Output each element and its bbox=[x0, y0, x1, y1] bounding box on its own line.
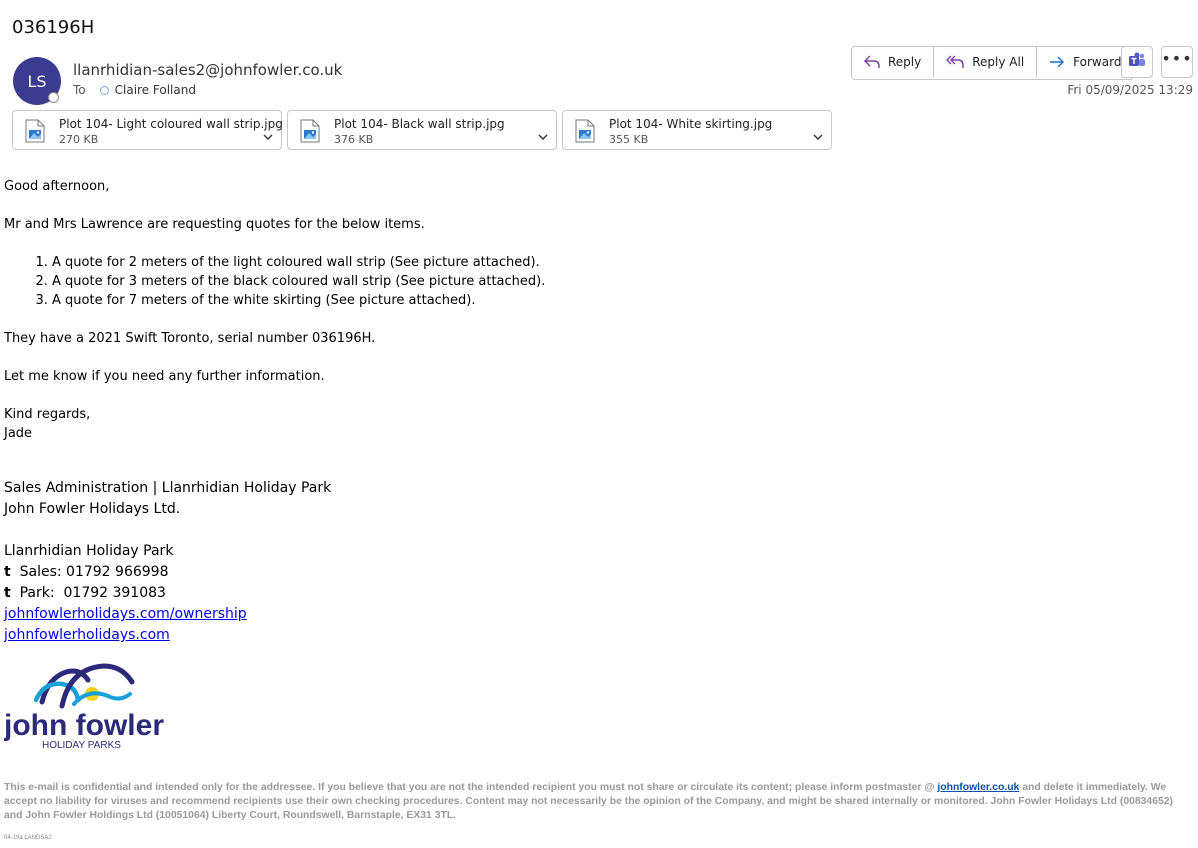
attachment-name: Plot 104- Black wall strip.jpg bbox=[334, 117, 505, 131]
forward-icon bbox=[1049, 56, 1065, 68]
reply-icon bbox=[864, 55, 880, 69]
presence-status-icon bbox=[48, 92, 59, 103]
received-timestamp: Fri 05/09/2025 13:29 bbox=[1067, 83, 1193, 97]
legal-disclaimer bbox=[4, 781, 1192, 823]
attachment-list bbox=[12, 110, 832, 150]
disclaimer-text: This e-mail is confidential and intended only for the addressee. If you believe that you are not the intended recipient you must not share or circulate its content; please inform postmaster @ bbox=[4, 782, 938, 793]
logo-tagline: HOLIDAY PARKS bbox=[42, 740, 121, 751]
message-body bbox=[4, 177, 545, 443]
footer-code: 04-19a LANDSA2 bbox=[4, 835, 52, 841]
attachment-size: 270 KB bbox=[59, 133, 99, 146]
sender-email[interactable]: llanrhidian-sales2@johnfowler.co.uk bbox=[73, 61, 343, 79]
greeting: Good afternoon, bbox=[4, 179, 110, 194]
teams-icon bbox=[1128, 52, 1146, 72]
website-link[interactable]: johnfowlerholidays.com bbox=[4, 627, 170, 643]
list-item: 1. A quote for 2 meters of the light coloured wall strip (See picture attached). bbox=[52, 253, 545, 272]
attachment-size: 376 KB bbox=[334, 133, 374, 146]
chevron-down-icon[interactable] bbox=[263, 126, 273, 145]
attachment-size: 355 KB bbox=[609, 133, 649, 146]
chevron-down-icon[interactable] bbox=[813, 126, 823, 145]
disclaimer-text-end: and delete it immediately. We accept no liability for viruses and recommend recipients use their own checking procedures. Content may not necessarily be the opinion of the Company, and might be shared internally or monitored. John Fowler Holidays Ltd (00834652) and John Fowler Holdings Ltd (10051064) Liberty Court, Roundswell, Barnstaple, EX31 3TL. bbox=[4, 782, 1174, 821]
attachment-card[interactable] bbox=[287, 110, 557, 150]
reply-all-icon bbox=[946, 55, 964, 69]
signature-park: Llanrhidian Holiday Park bbox=[4, 543, 174, 559]
sales-phone: 01792 966998 bbox=[66, 564, 169, 580]
reply-button[interactable] bbox=[852, 47, 934, 77]
list-item: 2. A quote for 3 meters of the black coloured wall strip (See picture attached). bbox=[52, 272, 545, 291]
recipient-name[interactable]: Claire Folland bbox=[114, 83, 196, 97]
followup-text: Let me know if you need any further information. bbox=[4, 369, 325, 384]
signature-company: John Fowler Holidays Ltd. bbox=[4, 501, 181, 517]
attachment-card[interactable] bbox=[562, 110, 832, 150]
more-icon: ••• bbox=[1161, 49, 1193, 68]
john-fowler-logo bbox=[4, 660, 164, 752]
park-phone-line bbox=[4, 583, 331, 604]
attachment-card[interactable] bbox=[12, 110, 282, 150]
logo-wordmark: john fowler bbox=[4, 709, 164, 742]
sender-name: Jade bbox=[4, 426, 33, 441]
reply-all-label: Reply All bbox=[972, 55, 1025, 69]
image-file-icon bbox=[299, 119, 321, 147]
sales-phone-line bbox=[4, 562, 331, 583]
phone-prefix: t bbox=[4, 585, 11, 601]
list-item: 3. A quote for 7 meters of the white skirting (See picture attached). bbox=[52, 291, 545, 310]
image-file-icon bbox=[574, 119, 596, 147]
phone-prefix: t bbox=[4, 564, 11, 580]
intro-text: Mr and Mrs Lawrence are requesting quotes for the below items. bbox=[4, 217, 425, 232]
quote-list bbox=[4, 253, 545, 310]
attachment-name: Plot 104- Light coloured wall strip.jpg bbox=[59, 117, 283, 131]
forward-button[interactable] bbox=[1037, 47, 1133, 77]
more-options-button[interactable] bbox=[1161, 46, 1193, 78]
email-subject: 036196H bbox=[12, 17, 95, 38]
ownership-link[interactable]: johnfowlerholidays.com/ownership bbox=[4, 606, 247, 622]
sales-label: Sales: bbox=[19, 564, 62, 580]
park-label: Park: bbox=[19, 585, 55, 601]
forward-label: Forward bbox=[1073, 55, 1122, 69]
attachment-name: Plot 104- White skirting.jpg bbox=[609, 117, 773, 131]
vehicle-text: They have a 2021 Swift Toronto, serial number 036196H. bbox=[4, 331, 376, 346]
park-phone: 01792 391083 bbox=[63, 585, 166, 601]
message-actions bbox=[851, 46, 1134, 80]
teams-button[interactable] bbox=[1121, 46, 1153, 78]
image-file-icon bbox=[24, 119, 46, 147]
closing-text: Kind regards, bbox=[4, 407, 91, 422]
reply-label: Reply bbox=[888, 55, 922, 69]
signature-role: Sales Administration | Llanrhidian Holiday Park bbox=[4, 480, 332, 496]
recipient-presence-icon bbox=[100, 86, 109, 95]
postmaster-link[interactable]: johnfowler.co.uk bbox=[937, 782, 1020, 793]
email-signature bbox=[4, 478, 331, 646]
reply-all-button[interactable] bbox=[934, 47, 1037, 77]
recipient-line bbox=[73, 83, 196, 97]
chevron-down-icon[interactable] bbox=[538, 126, 548, 145]
to-label: To bbox=[73, 83, 86, 97]
avatar-initials: LS bbox=[27, 71, 47, 91]
